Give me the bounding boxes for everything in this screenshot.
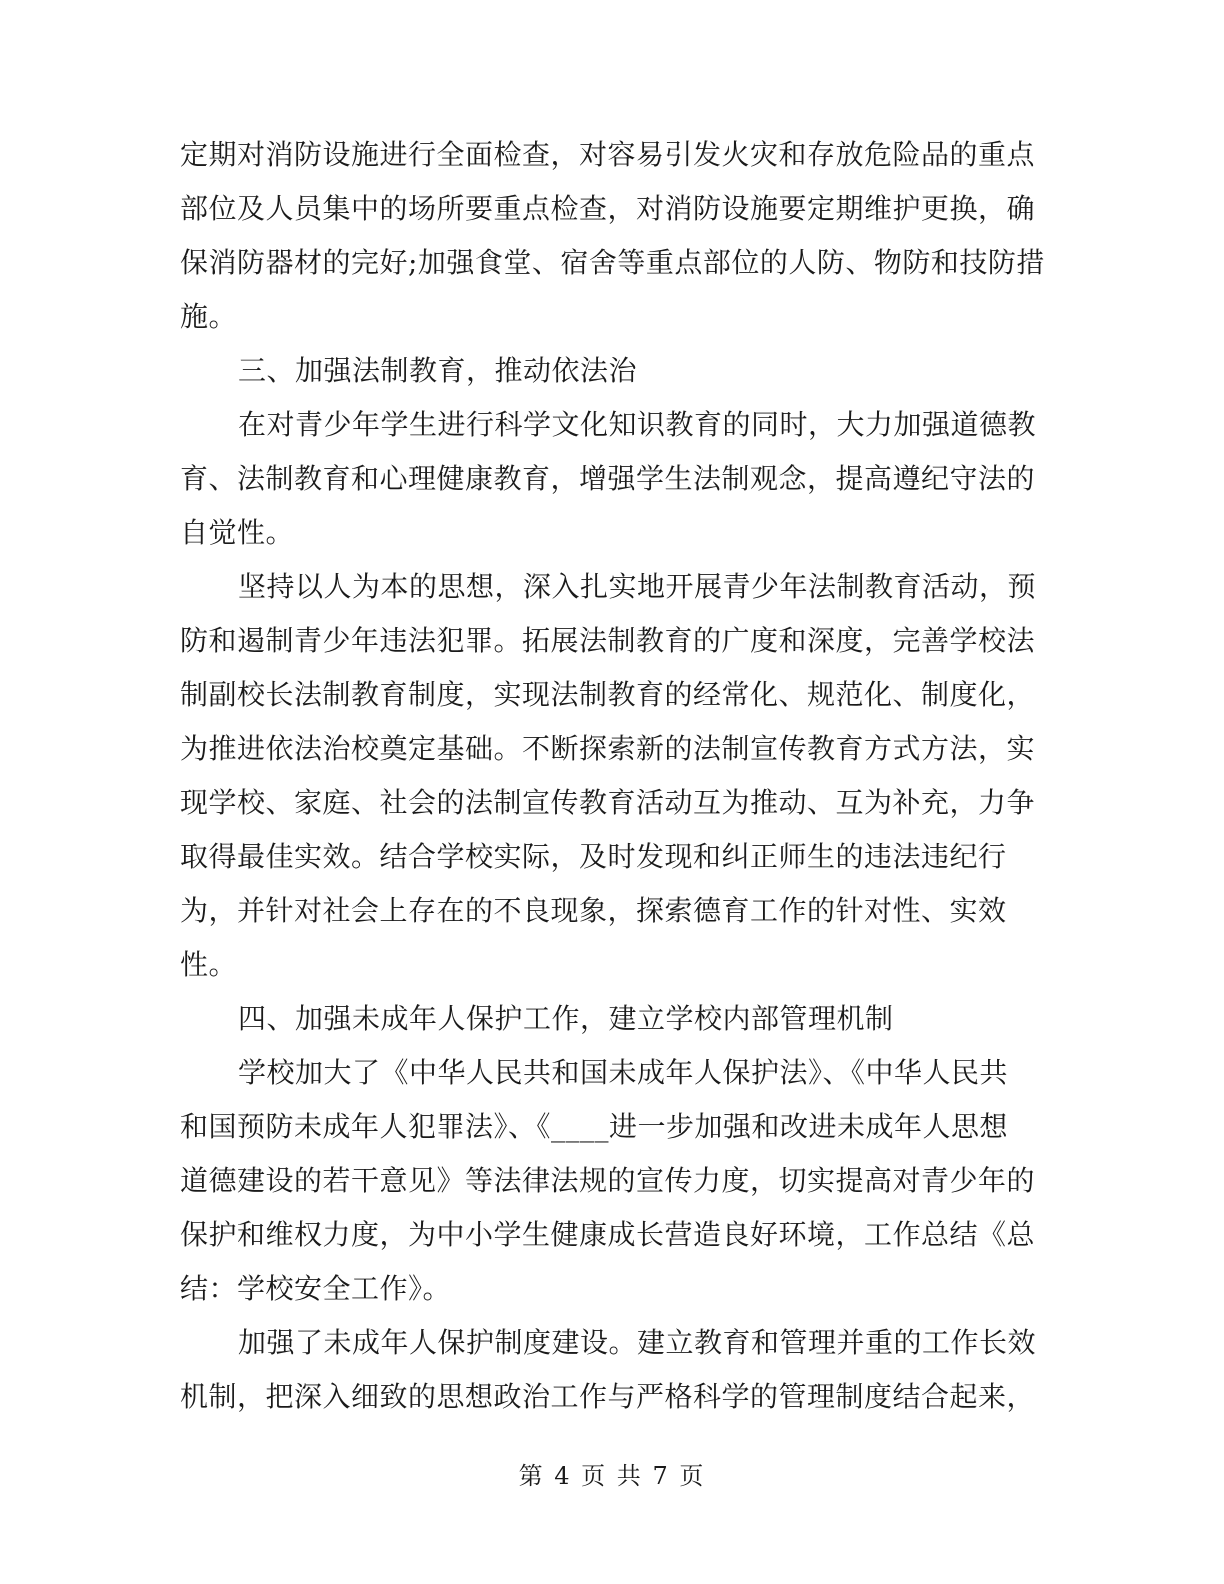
- text-line: 现学校、家庭、社会的法制宣传教育活动互为推动、互为补充，力争: [180, 786, 1036, 819]
- section-heading-3: 三、加强法制教育，推动依法治: [238, 354, 638, 387]
- text-line: 加强了未成年人保护制度建设。建立教育和管理并重的工作长效: [238, 1326, 1037, 1359]
- text-line: 为推进依法治校奠定基础。不断探索新的法制宣传教育方式方法，实: [180, 732, 1036, 765]
- text-line: 自觉性。: [180, 516, 295, 549]
- text-line: 学校加大了《中华人民共和国未成年人保护法》、《中华人民共: [238, 1056, 1009, 1089]
- text-line: 育、法制教育和心理健康教育，增强学生法制观念，提高遵纪守法的: [180, 462, 1036, 495]
- text-line: 性。: [180, 948, 238, 981]
- text-line: 坚持以人为本的思想，深入扎实地开展青少年法制教育活动，预: [238, 570, 1037, 603]
- text-line: 结：学校安全工作》。: [180, 1272, 452, 1305]
- text-line: 机制，把深入细致的思想政治工作与严格科学的管理制度结合起来，: [180, 1380, 1036, 1413]
- text-line: 制副校长法制教育制度，实现法制教育的经常化、规范化、制度化，: [180, 678, 1036, 711]
- text-line: 定期对消防设施进行全面检查，对容易引发火灾和存放危险品的重点: [180, 138, 1036, 171]
- body-text: [180, 128, 1045, 1424]
- text-line: 部位及人员集中的场所要重点检查，对消防设施要定期维护更换，确: [180, 192, 1036, 225]
- text-line: 道德建设的若干意见》等法律法规的宣传力度，切实提高对青少年的: [180, 1164, 1036, 1197]
- page-footer: 第 4 页 共 7 页: [518, 1462, 706, 1490]
- text-line: 防和遏制青少年违法犯罪。拓展法制教育的广度和深度，完善学校法: [180, 624, 1036, 657]
- text-line: 保护和维权力度，为中小学生健康成长营造良好环境，工作总结《总: [180, 1218, 1036, 1251]
- text-line: 在对青少年学生进行科学文化知识教育的同时，大力加强道德教: [238, 408, 1037, 441]
- text-line: 和国预防未成年人犯罪法》、《____进一步加强和改进未成年人思想: [180, 1110, 1009, 1143]
- section-heading-4: 四、加强未成年人保护工作，建立学校内部管理机制: [238, 1002, 894, 1035]
- text-line: 取得最佳实效。结合学校实际，及时发现和纠正师生的违法违纪行: [180, 840, 1007, 873]
- text-line: 为，并针对社会上存在的不良现象，探索德育工作的针对性、实效: [180, 894, 1007, 927]
- text-line: 保消防器材的完好;加强食堂、宿舍等重点部位的人防、物防和技防措: [180, 246, 1045, 279]
- text-line: 施。: [180, 300, 238, 333]
